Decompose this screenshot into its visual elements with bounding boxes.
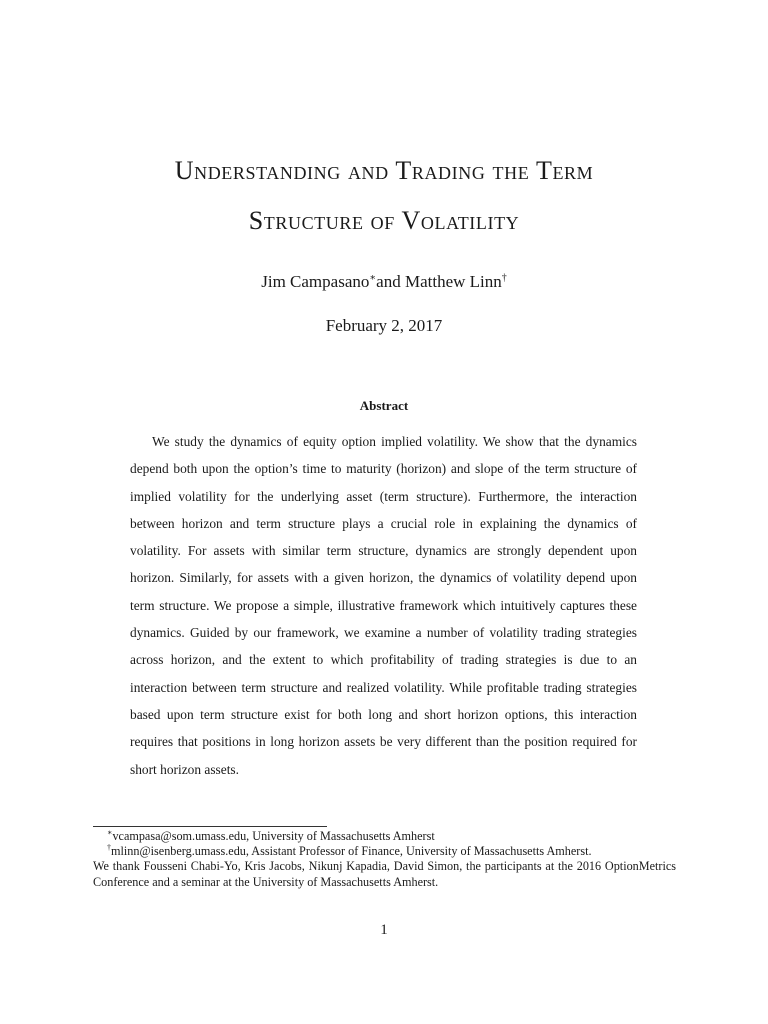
- footnote-acknowledgements: We thank Fousseni Chabi-Yo, Kris Jacobs, Nikunj Kapadia, David Simon, the participants at the 2016 OptionMetrics Conference and a seminar at the University of Massachusetts Amherst.: [93, 859, 676, 889]
- footnote-2-text: mlinn@isenberg.umass.edu, Assistant Professor of Finance, University of Massachusetts Amherst.: [111, 844, 592, 859]
- footnote-1: [93, 829, 676, 844]
- abstract-body: We study the dynamics of equity option implied volatility. We show that the dynamics depend both upon the option’s time to maturity (horizon) and slope of the term structure of implied volatility for the underlying asset (term structure). Furthermore, the interaction between horizon and term structure plays a crucial role in explaining the dynamics of volatility. For assets with similar term structure, dynamics are strongly dependent upon horizon. Similarly, for assets with a given horizon, the dynamics of volatility depend upon term structure. We propose a simple, illustrative framework which intuitively captures these dynamics. Guided by our framework, we examine a number of volatility trading strategies across horizon, and the extent to which profitability of trading strategies is due to an interaction between term structure and realized volatility. While profitable trading strategies based upon term structure exist for both long and short horizon options, this interaction requires that positions in long horizon assets be very different than the position required for short horizon assets.: [130, 434, 637, 777]
- paper-title-line-1: Understanding and Trading the Term: [174, 156, 594, 185]
- author-1-name: Jim Campasano: [261, 272, 370, 291]
- footnote-1-text: vcampasa@som.umass.edu, University of Massachusetts Amherst: [112, 829, 435, 843]
- paper-title-line-2: Structure of Volatility: [248, 206, 520, 235]
- page-number: 1: [380, 922, 388, 938]
- footnote-divider: [93, 826, 327, 827]
- author-line: [0, 272, 768, 292]
- footnotes: [93, 829, 676, 890]
- publication-date: February 2, 2017: [325, 316, 443, 335]
- author-1-footnote-mark: ∗: [369, 272, 377, 284]
- footnote-1-mark: ∗: [107, 827, 113, 837]
- author-2-footnote-mark: †: [501, 272, 507, 284]
- abstract-heading: Abstract: [359, 398, 409, 413]
- author-2-name: and Matthew Linn: [376, 272, 502, 291]
- footnote-2-mark: †: [107, 843, 111, 853]
- footnote-2: [93, 844, 676, 859]
